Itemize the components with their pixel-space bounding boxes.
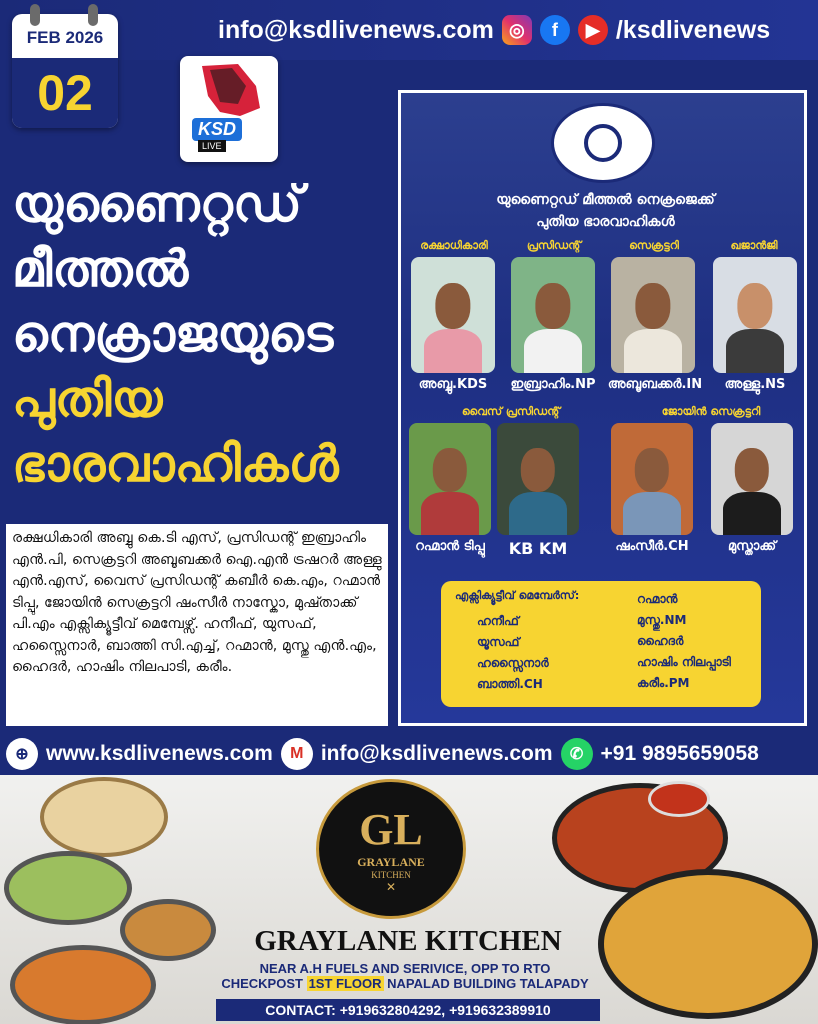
headline (12, 172, 384, 497)
summary-box (6, 524, 388, 726)
ad-address-line1: NEAR A.H FUELS AND SERIVICE, OPP TO RTO (259, 961, 551, 976)
exec-list-left (477, 611, 549, 695)
graylane-logo (316, 779, 466, 919)
gmail-icon: M (281, 738, 313, 770)
graylane-monogram-icon: GL (359, 805, 423, 854)
biryani-plate-image (598, 869, 818, 1019)
ad-address-part: CHECKPOST (221, 976, 303, 991)
exec-list-right (637, 589, 731, 694)
facebook-icon[interactable]: f (540, 15, 570, 45)
kerala-map-icon (180, 56, 278, 126)
summary-text: രക്ഷധികാരി അബ്ബു കെ.ടി എസ്, പ്രസിഡന്റ് ഇബ്രാഹിം എൻ.പി, സെക്രട്ടറി അബൂബക്കർ ഐ.എൻ ട്രഷറർ അള്ളു എൻ.എസ്, വൈസ് പ്രസിഡന്റ് കബീർ കെ.എം, റഹ്മാൻ ടിപ്പു, ജോയിൻ സെക്രട്ടറി ഷംസീർ നാസ്കോ, മുഷ്താക്ക് പി.എം എക്സിക്യൂട്ടീവ് മെമ്പേഴ്സ്. ഹനീഫ്, യുസഫ്, ഹസ്സൈനാർ, ബാത്തി സി.എച്ച്, റഹ്മാൻ, മുസ്തു എൻ.എം, ഹൈദർ, ഹാഷിം നിലപാടി, കരീം. (12, 530, 382, 675)
member-name: അബൂബക്കർ.IN (607, 377, 703, 392)
exec-member: യൂസഫ് (477, 635, 520, 649)
youtube-icon[interactable]: ▶ (578, 15, 608, 45)
headline-line: പുതിയ (12, 370, 163, 428)
exec-member: ഹസ്സൈനാർ (477, 656, 549, 670)
member-photo (497, 423, 579, 535)
club-logo (551, 103, 655, 183)
member-name: KB KM (508, 539, 568, 558)
date-month-year: FEB 2026 (26, 28, 104, 47)
role-label: സെക്രട്ടറി (629, 239, 679, 252)
poster (398, 90, 807, 726)
poster-title-line1: യുണൈറ്റഡ് മീത്തൽ നെക്രജെക്ക് (496, 192, 715, 208)
curry-bowl-image (10, 945, 156, 1024)
cutlery-icon: ✕ (385, 880, 397, 894)
exec-member: കരീം.PM (637, 676, 690, 690)
globe-icon: ⊕ (6, 738, 38, 770)
exec-member: റഹ്മാൻ (637, 592, 678, 606)
calendar-ring-icon (30, 4, 40, 26)
role-label: പ്രസിഡന്റ് (526, 239, 582, 252)
ad-address-highlight: 1ST FLOOR (308, 976, 382, 991)
exec-title: എക്സിക്യൂട്ടീവ് മെമ്പേർസ്: (455, 589, 580, 602)
sauce-bowl-image (648, 781, 710, 817)
headline-line: മീത്തൽ (12, 240, 189, 298)
calendar-ring-icon (88, 4, 98, 26)
logo-text: KSD (192, 118, 242, 141)
whatsapp-icon: ✆ (561, 738, 593, 770)
ad-contact[interactable]: CONTACT: +919632804292, +919632389910 (216, 999, 600, 1021)
member-name: ഷംസീർ.CH (615, 539, 689, 554)
member-name: ഇബ്രാഹിം.NP (510, 377, 596, 392)
footer-email[interactable]: info@ksdlivenews.com (320, 742, 553, 765)
poster-title (401, 189, 807, 233)
role-label: ജോയിൻ സെക്രട്ടറി (661, 405, 761, 418)
ad-address-line2 (170, 976, 640, 991)
member-photo (511, 257, 595, 373)
role-label: രക്ഷാധികാരി (420, 239, 488, 252)
social-handle[interactable]: /ksdlivenews (615, 15, 771, 44)
footer-contact-bar (0, 733, 818, 775)
member-name: മുസ്താക്ക് (727, 539, 777, 554)
header-email[interactable]: info@ksdlivenews.com (218, 15, 494, 44)
date-day: 02 (12, 58, 118, 128)
noodle-bowl-image (120, 899, 216, 961)
poster-title-line2: പുതിയ ഭാരവാഹികൾ (536, 214, 675, 230)
header-contact (218, 12, 770, 48)
headline-line: ഭാരവാഹികൾ (12, 435, 339, 493)
role-label: വൈസ് പ്രസിഡന്റ് (461, 405, 561, 418)
exec-member: ഹാഷിം നിലപ്പാടി (637, 655, 731, 669)
member-name: അള്ളു.NS (724, 377, 786, 392)
exec-member: ബാത്തി.CH (477, 677, 543, 691)
member-photo (611, 257, 695, 373)
ad-address-part: NAPALAD BUILDING TALAPADY (387, 976, 589, 991)
ksd-live-logo (180, 56, 278, 162)
executive-members-box (441, 581, 761, 707)
member-photo (611, 423, 693, 535)
club-emblem-icon (584, 124, 622, 162)
headline-line: നെക്രാജയുടെ (12, 305, 334, 363)
member-photo (713, 257, 797, 373)
member-photo (409, 423, 491, 535)
exec-member: മുസ്തു.NM (637, 613, 687, 627)
logo-name: GRAYLANE (357, 855, 425, 869)
graylane-kitchen-ad (0, 775, 818, 1024)
footer-phone[interactable]: +91 9895659058 (600, 742, 759, 765)
curry-bowl-image (4, 851, 132, 925)
footer-website[interactable]: www.ksdlivenews.com (46, 742, 273, 765)
instagram-icon[interactable]: ◎ (502, 15, 532, 45)
role-label: ഖജാൻജി (730, 239, 778, 252)
member-photo (711, 423, 793, 535)
ad-business-name: GRAYLANE KITCHEN (254, 925, 562, 957)
naan-basket-image (40, 777, 168, 857)
member-name: റഹ്മാൻ ടിപ്പു (415, 539, 485, 554)
exec-member: ഹനീഫ് (477, 614, 519, 628)
member-name: അബ്ബു.KDS (418, 377, 488, 392)
member-photo (411, 257, 495, 373)
logo-sub: KITCHEN (371, 870, 411, 880)
exec-member: ഹൈദർ (637, 634, 684, 648)
ad-address (170, 961, 640, 991)
headline-line: യുണൈറ്റഡ് (12, 175, 302, 233)
logo-subtext: LIVE (198, 140, 226, 152)
date-card (12, 14, 118, 128)
